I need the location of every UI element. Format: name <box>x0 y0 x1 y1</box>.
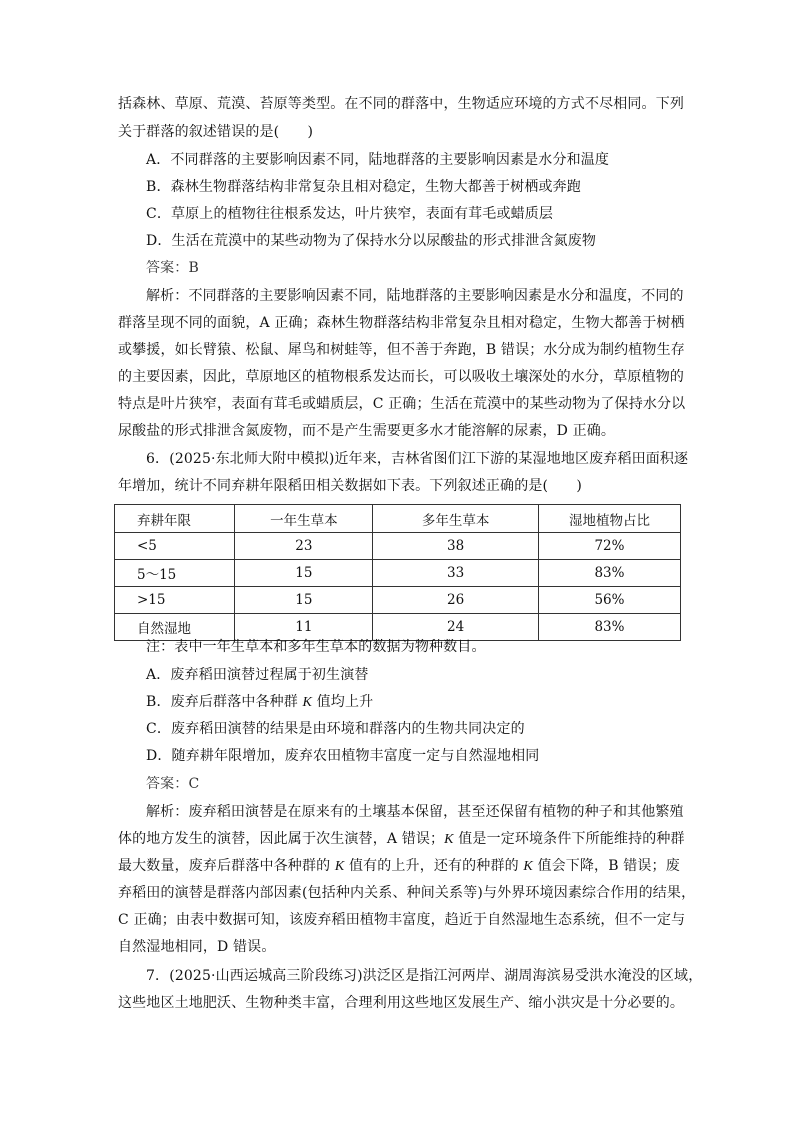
q6-option-c: C．废弃稻田演替的结果是由环境和群落内的生物共同决定的 <box>146 721 525 737</box>
q6-analysis-line-3 <box>118 856 680 877</box>
table-cell: 33 <box>373 560 539 587</box>
table-cell: 11 <box>235 614 373 641</box>
data-table <box>114 504 681 641</box>
table-header-row <box>115 505 681 533</box>
table-cell: 83% <box>538 614 680 641</box>
q5-analysis-line-3: 或攀援，如长臂猿、松鼠、犀鸟和树蛙等，但不善于奔跑，B 错误；水分成为制约植物生存 <box>118 342 685 358</box>
q6-stem-line-1: 6．(2025·东北师大附中模拟)近年来，吉林省图们江下游的某湿地地区废弃稻田面积逐 <box>146 451 689 467</box>
table-note: 注：表中一年生草本和多年生草本的数据为物种数目。 <box>146 639 486 655</box>
table-cell: 72% <box>538 533 680 560</box>
table-header-cell: 一年生草本 <box>235 505 373 533</box>
table-header-cell: 湿地植物占比 <box>538 505 680 533</box>
table-cell: 23 <box>235 533 373 560</box>
q6-answer: 答案：C <box>146 776 200 792</box>
q6-analysis-line-2-text-2: 值是一定环境条件下所能维持的种群 <box>453 831 685 847</box>
table-row <box>115 560 681 587</box>
k-symbol: K <box>334 859 345 874</box>
table-cell: 83% <box>538 560 680 587</box>
q6-analysis-line-3-text-1: 最大数量，废弃后群落中各种群的 <box>118 858 335 874</box>
q6-analysis-line-3-text-2: 值有的上升，还有的种群的 <box>344 858 524 874</box>
k-symbol: K <box>444 832 454 847</box>
table-cell: 自然湿地 <box>115 614 235 641</box>
q6-analysis-line-2 <box>118 829 685 850</box>
k-symbol: K <box>523 859 533 874</box>
q5-option-b: B．森林生物群落结构非常复杂且相对稳定，生物大都善于树栖或奔跑 <box>146 179 581 195</box>
table-cell: 38 <box>373 533 539 560</box>
q5-option-d: D．生活在荒漠中的某些动物为了保持水分以尿酸盐的形式排泄含氮废物 <box>146 233 597 249</box>
q5-option-c: C．草原上的植物往往根系发达，叶片狭窄，表面有茸毛或蜡质层 <box>146 206 554 222</box>
q5-analysis-line-6: 尿酸盐的形式排泄含氮废物，而不是产生需要更多水才能溶解的尿素，D 正确。 <box>118 423 616 439</box>
q5-stem-line-1: 括森林、草原、荒漠、苔原等类型。在不同的群落中，生物适应环境的方式不尽相同。下列 <box>118 96 684 112</box>
table-cell: >15 <box>115 587 235 614</box>
table-cell: 56% <box>538 587 680 614</box>
q5-analysis-line-5: 特点是叶片狭窄，表面有茸毛或蜡质层，C 正确；生活在荒漠中的某些动物为了保持水分以 <box>118 396 686 412</box>
table-cell: <5 <box>115 533 235 560</box>
q7-stem-line-2: 这些地区土地肥沃、生物种类丰富，合理利用这些地区发展生产、缩小洪灾是十分必要的。 <box>118 995 684 1011</box>
q6-analysis-line-2-text-1: 体的地方发生的演替，因此属于次生演替，A 错误； <box>118 831 445 847</box>
q5-answer: 答案：B <box>146 260 199 276</box>
q5-option-a: A．不同群落的主要影响因素不同，陆地群落的主要影响因素是水分和温度 <box>146 152 610 168</box>
table-header-cell: 多年生草本 <box>373 505 539 533</box>
q6-stem-line-2: 年增加，统计不同弃耕年限稻田相关数据如下表。下列叙述正确的是( ) <box>118 478 583 494</box>
q6-option-d: D．随弃耕年限增加，废弃农田植物丰富度一定与自然湿地相同 <box>146 748 540 764</box>
q5-analysis-line-1: 解析：不同群落的主要影响因素不同，陆地群落的主要影响因素是水分和温度，不同的 <box>146 288 684 304</box>
q5-analysis-line-4: 的主要因素，因此，草原地区的植物根系发达而长，可以吸收土壤深处的水分，草原植物的 <box>118 369 684 385</box>
q6-option-b <box>146 692 373 713</box>
table-row <box>115 533 681 560</box>
q5-stem-line-2: 关于群落的叙述错误的是( ) <box>118 124 314 140</box>
q6-option-a: A．废弃稻田演替过程属于初生演替 <box>146 667 369 683</box>
q5-analysis-line-2: 群落呈现不同的面貌，A 正确；森林生物群落结构非常复杂且相对稳定，生物大都善于树栖 <box>118 315 685 331</box>
q6-analysis-line-3-text-3: 值会下降，B 错误；废 <box>532 858 680 874</box>
q6-analysis-line-4: 弃稻田的演替是群落内部因素(包括种内关系、种间关系等)与外界环境因素综合作用的结果， <box>118 885 696 901</box>
k-symbol: K <box>302 695 313 710</box>
table-cell: 5～15 <box>115 560 235 587</box>
q6-option-b-text-1: B．废弃后群落中各种群 <box>146 694 303 710</box>
q6-analysis-line-6: 自然湿地相同，D 错误。 <box>118 939 276 955</box>
table-header-cell: 弃耕年限 <box>115 505 235 533</box>
q6-analysis-line-1: 解析：废弃稻田演替是在原来有的土壤基本保留，甚至还保留有植物的种子和其他繁殖 <box>146 804 684 820</box>
q6-option-b-text-2: 值均上升 <box>312 694 374 710</box>
q6-analysis-line-5: C 正确；由表中数据可知，该废弃稻田植物丰富度，趋近于自然湿地生态系统，但不一定与 <box>118 912 686 928</box>
table-cell: 24 <box>373 614 539 641</box>
table-row <box>115 587 681 614</box>
table-cell: 26 <box>373 587 539 614</box>
table-cell: 15 <box>235 587 373 614</box>
q7-stem-line-1: 7．(2025·山西运城高三阶段练习)洪泛区是指江河两岸、湖周海滨易受洪水淹没的区域， <box>146 968 703 984</box>
table-cell: 15 <box>235 560 373 587</box>
